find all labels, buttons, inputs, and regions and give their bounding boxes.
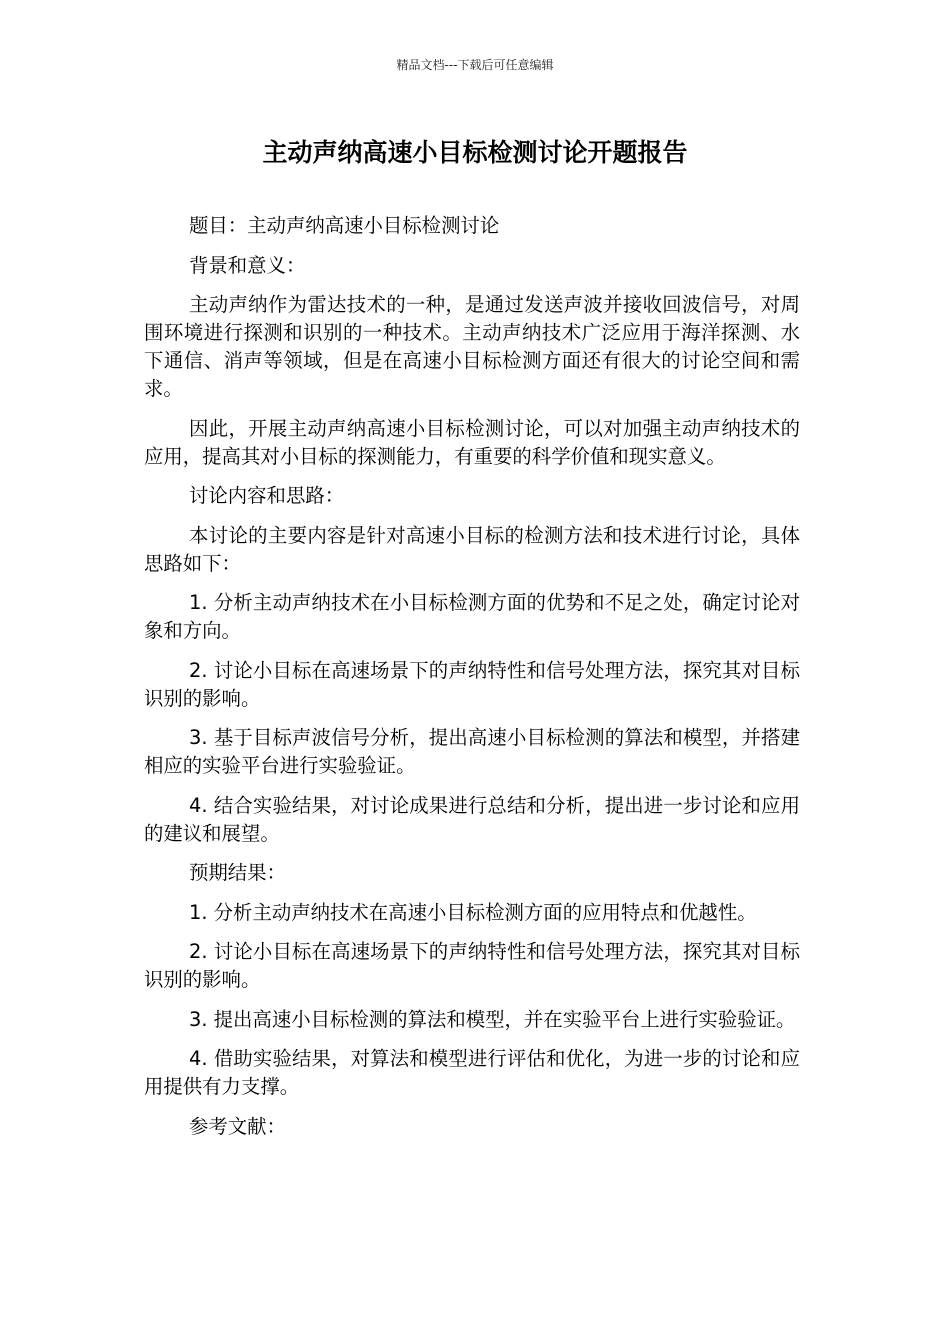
section-heading-references: 参考文献： xyxy=(189,1114,286,1138)
list-item: 1. 分析主动声纳技术在小目标检测方面的优势和不足之处，确定讨论对象和方向。 xyxy=(144,591,800,642)
list-item: 4. 结合实验结果，对讨论成果进行总结和分析，提出进一步讨论和应用的建议和展望。 xyxy=(144,793,800,845)
list-item: 3. 提出高速小目标检测的算法和模型，并在实验平台上进行实验验证。 xyxy=(189,1007,796,1031)
list-item: 1. 分析主动声纳技术在高速小目标检测方面的应用特点和优越性。 xyxy=(189,900,757,924)
body-paragraph: 主动声纳作为雷达技术的一种，是通过发送声波并接收回波信号，对周围环境进行探测和识别的一种技术。主动声纳技术广泛应用于海洋探测、水下通信、消声等领域，但是在高速小目标检测方面还有很大的讨论空间和需求。 xyxy=(144,293,800,400)
list-item: 4. 借助实验结果，对算法和模型进行评估和优化，为进一步的讨论和应用提供有力支撑。 xyxy=(144,1047,800,1098)
body-paragraph: 本讨论的主要内容是针对高速小目标的检测方法和技术进行讨论，具体思路如下： xyxy=(144,523,800,575)
section-heading-expected-results: 预期结果： xyxy=(189,861,286,884)
document-body xyxy=(144,212,800,1152)
topic-line: 题目：主动声纳高速小目标检测讨论 xyxy=(189,214,500,237)
section-heading-content: 讨论内容和思路： xyxy=(189,484,345,507)
list-item: 3. 基于目标声波信号分析，提出高速小目标检测的算法和模型，并搭建相应的实验平台进行实验验证。 xyxy=(144,726,800,777)
header-note: 精品文档---下载后可任意编辑 xyxy=(396,58,554,72)
document-title: 主动声纳高速小目标检测讨论开题报告 xyxy=(262,138,688,167)
list-item: 2. 讨论小目标在高速场景下的声纳特性和信号处理方法，探究其对目标识别的影响。 xyxy=(144,658,800,710)
section-heading-background: 背景和意义： xyxy=(189,253,306,277)
body-paragraph: 因此，开展主动声纳高速小目标检测讨论，可以对加强主动声纳技术的应用，提高其对小目标的探测能力，有重要的科学价值和现实意义。 xyxy=(144,416,800,468)
list-item: 2. 讨论小目标在高速场景下的声纳特性和信号处理方法，探究其对目标识别的影响。 xyxy=(144,940,800,991)
